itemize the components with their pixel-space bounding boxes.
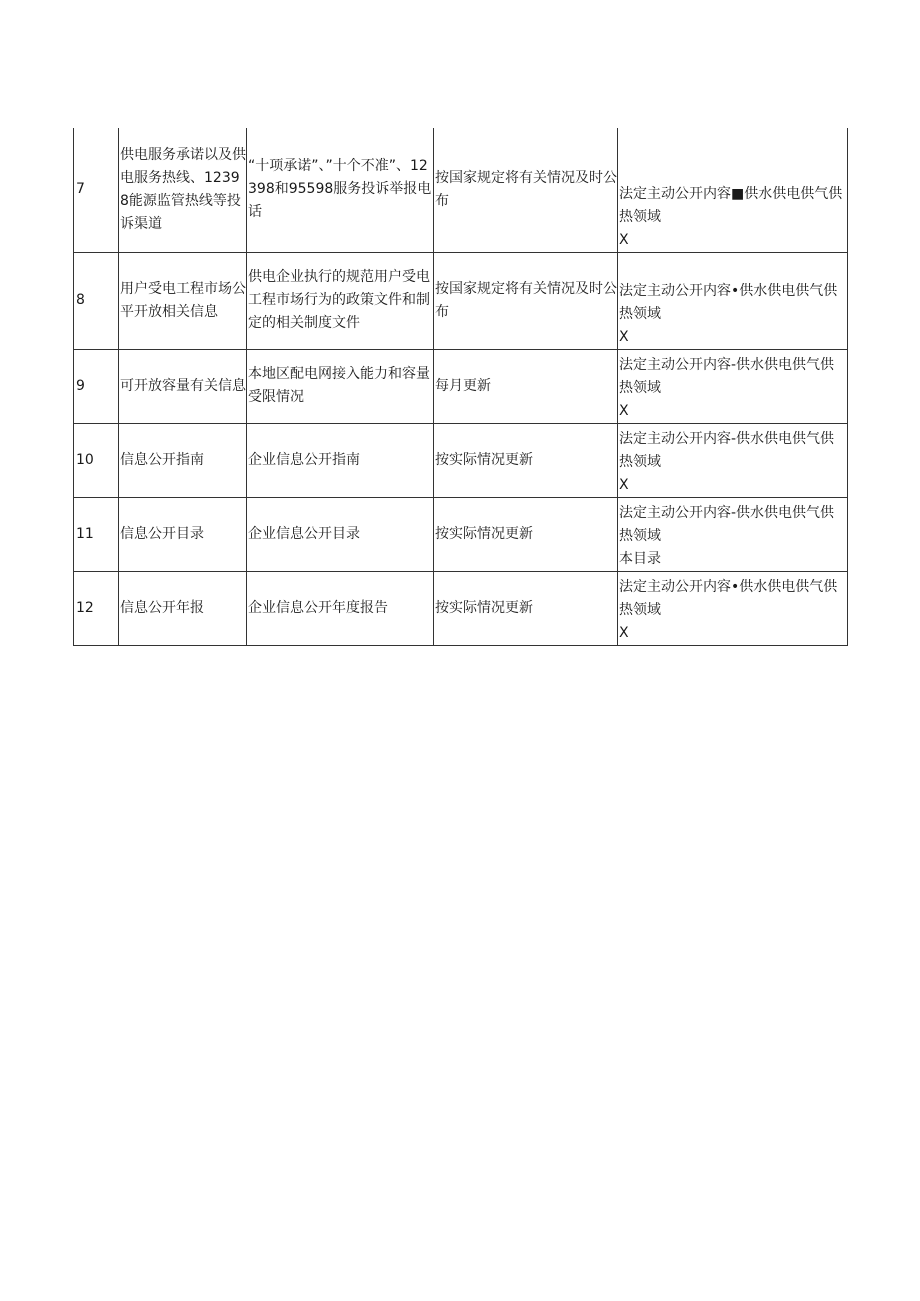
update-timing: 按国家规定将有关情况及时公布 [434, 252, 618, 349]
disclosure-scope [618, 497, 848, 571]
table-row [74, 128, 848, 252]
scope-category: 法定主动公开内容-供水供电供气供热领域 [619, 356, 835, 396]
item-name: 可开放容量有关信息 [119, 349, 247, 423]
table-row [74, 349, 848, 423]
item-content: 供电企业执行的规范用户受电工程市场行为的政策文件和制定的相关制度文件 [247, 252, 434, 349]
disclosure-scope [618, 252, 848, 349]
row-number: 10 [74, 423, 119, 497]
row-number: 11 [74, 497, 119, 571]
update-timing: 按国家规定将有关情况及时公布 [434, 128, 618, 252]
item-name: 信息公开目录 [119, 497, 247, 571]
disclosure-scope [618, 349, 848, 423]
scope-note: X [619, 402, 629, 419]
scope-category: 法定主动公开内容-供水供电供气供热领域 [619, 504, 835, 544]
disclosure-table [73, 128, 848, 646]
table-row [74, 252, 848, 349]
scope-note: X [619, 328, 629, 345]
scope-category: 法定主动公开内容■供水供电供气供热领域 [619, 185, 843, 225]
scope-note: X [619, 476, 629, 493]
table-row [74, 423, 848, 497]
scope-category: 法定主动公开内容•供水供电供气供热领域 [619, 282, 838, 322]
row-number: 7 [74, 128, 119, 252]
disclosure-scope [618, 128, 848, 252]
scope-note: X [619, 624, 629, 641]
update-timing: 按实际情况更新 [434, 497, 618, 571]
scope-category: 法定主动公开内容-供水供电供气供热领域 [619, 430, 835, 470]
row-number: 12 [74, 571, 119, 645]
item-name: 用户受电工程市场公平开放相关信息 [119, 252, 247, 349]
item-name: 供电服务承诺以及供电服务热线、12398能源监管热线等投诉渠道 [119, 128, 247, 252]
item-content: “十项承诺”、”十个不准”、12398和95598服务投诉举报电话 [247, 128, 434, 252]
item-content: 本地区配电网接入能力和容量受限情况 [247, 349, 434, 423]
scope-note: 本目录 [619, 550, 661, 567]
item-content: 企业信息公开目录 [247, 497, 434, 571]
scope-note: X [619, 231, 629, 248]
item-name: 信息公开年报 [119, 571, 247, 645]
disclosure-scope [618, 571, 848, 645]
table-row [74, 571, 848, 645]
scope-category: 法定主动公开内容•供水供电供气供热领域 [619, 578, 838, 618]
item-content: 企业信息公开年度报告 [247, 571, 434, 645]
item-name: 信息公开指南 [119, 423, 247, 497]
row-number: 9 [74, 349, 119, 423]
update-timing: 每月更新 [434, 349, 618, 423]
update-timing: 按实际情况更新 [434, 423, 618, 497]
item-content: 企业信息公开指南 [247, 423, 434, 497]
table-row [74, 497, 848, 571]
disclosure-scope [618, 423, 848, 497]
row-number: 8 [74, 252, 119, 349]
update-timing: 按实际情况更新 [434, 571, 618, 645]
